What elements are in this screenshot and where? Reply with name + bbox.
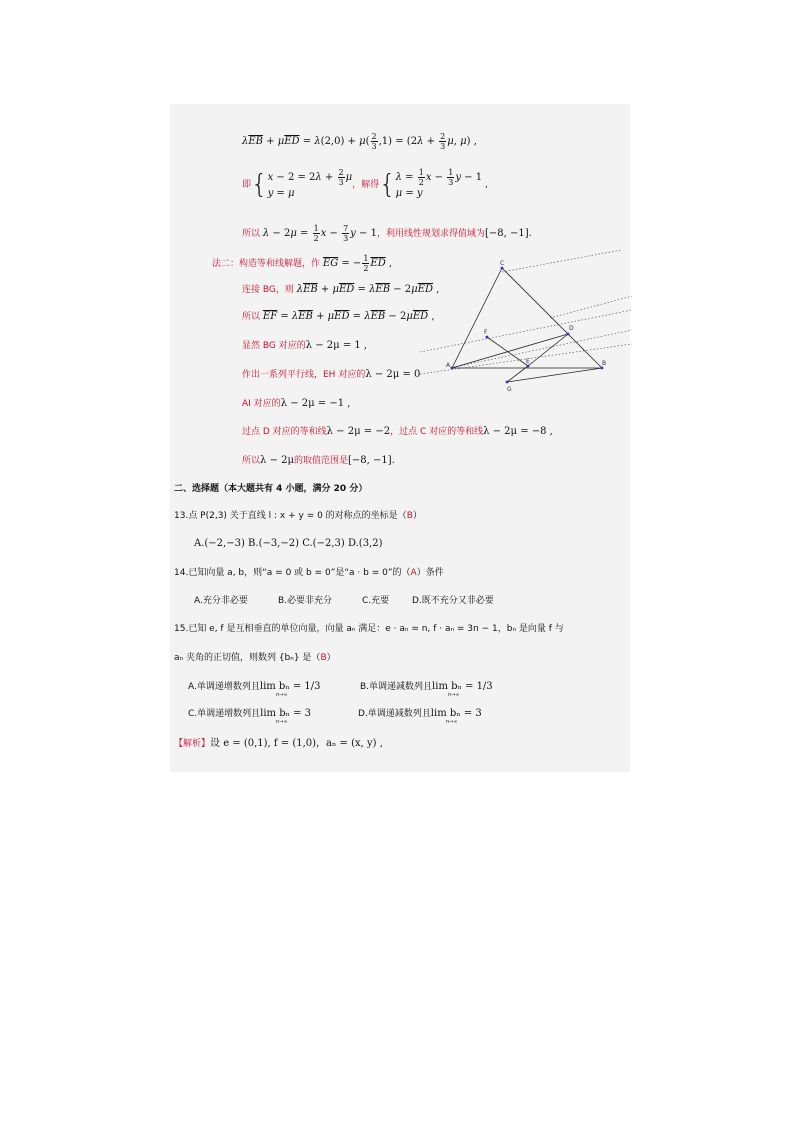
q15-answer: B [320, 653, 327, 663]
point-b [601, 367, 604, 370]
q14-option-d: D.既不充分又非必要 [412, 596, 494, 606]
label-a: A [446, 362, 451, 369]
label-c: C [500, 260, 505, 267]
system1-eq2: y = μ [267, 188, 295, 199]
q14-option-b: B.必要非充分 [278, 596, 333, 606]
vector-combination-line: $\lambda\overline{EB} + \mu\overline{ED} = \lambda(2,0) + \mu$( $\frac{2}{3}$ ,1) = (2λ + $\frac{2}{3}$ μ, μ) , [242, 132, 477, 151]
equation-system-line: 即{ x − 2 = 2λ + $\frac{2}{3}$ μ y = μ ，解得{ λ = $\frac{1}{2}$ x − $\frac{1}{3}$ y − 1 μ = y , [242, 168, 488, 200]
ai-line: AI 对应的λ − 2μ = −1 , [242, 398, 351, 409]
q15-stem-line2: aₙ 夹角的正切值，则数列 {bₙ} 是（B） [174, 653, 336, 663]
q15-option-b: B.单调递减数列且lim bₙ = 1/3 n→∞ [360, 681, 493, 698]
label-b: B [602, 360, 607, 367]
q14-stem: 14.已知向量 a, b，则“a = 0 或 b = 0”是“a · b = 0”的（A）条件 [174, 568, 444, 578]
q15-option-a: A.单调递增数列且lim bₙ = 1/3 n→∞ [188, 681, 321, 698]
eh-line: 作出一系列平行线，EH 对应的λ − 2μ = 0 [242, 369, 421, 380]
q15-solution: 【解析】设 e = (0,1), f = (1,0)，aₙ = (x, y) , [174, 738, 383, 749]
point-g [506, 381, 509, 384]
label-g: G [507, 386, 512, 393]
connect-bg-line: 连接 BG，则 $\lambda\overline{EB} + \mu\overline{ED} = \lambda\overline{EB} - 2\mu\overline{ED}$ , [242, 284, 440, 295]
bg-line: 显然 BG 对应的λ − 2μ = 1 , [242, 340, 368, 351]
method-two-line: 法二：构造等和线解题，作 $\overline{EG}$ = − $\frac{1}{2}$ $\overline{ED}$ , [212, 254, 393, 273]
segment-ed [528, 334, 568, 366]
edge-cb [502, 268, 602, 368]
parallel-line-upper [550, 296, 632, 318]
point-f [486, 336, 489, 339]
point-a [451, 367, 454, 370]
section-heading: 二、选择题（本大题共有 4 小题，满分 20 分） [174, 484, 368, 494]
solve-label: ，解得 [352, 180, 380, 190]
equal-sum-figure [410, 250, 635, 400]
q14-answer: A [410, 568, 417, 578]
q13-stem: 13.点 P(2,3) 关于直线 l : x + y = 0 的对称点的坐标是（B） [174, 511, 422, 521]
parallel-line-c [502, 250, 632, 272]
q15-option-c: C.单调递增数列且lim bₙ = 3 n→∞ [188, 708, 312, 725]
q13-answer: B [406, 511, 413, 521]
q15-option-d: D.单调递减数列且lim bₙ = 3 n→∞ [358, 708, 482, 725]
edge-ca [452, 268, 502, 368]
point-e [527, 365, 530, 368]
point-c [501, 267, 504, 270]
system2-eq1: λ = $\frac{1}{2}$ x − $\frac{1}{3}$ y − 1 [395, 168, 483, 187]
q14-option-c: C.充要 [362, 596, 390, 606]
system2-eq2: μ = y [395, 188, 423, 199]
solution-label: 【解析】 [174, 739, 211, 749]
ef-line: 所以 $\overline{EF} = \lambda\overline{EB} + \mu\overline{ED} = \lambda\overline{EB} - 2\mu\overline{ED}$ , [242, 311, 435, 322]
ji-label: 即 [242, 180, 252, 190]
equal-sum-lines: 过点 D 对应的等和线λ − 2μ = −2，过点 C 对应的等和线λ − 2μ = −8 , [242, 426, 553, 437]
q13-options: A.(−2,−3) B.(−3,−2) C.(−2,3) D.(3,2) [194, 538, 383, 549]
scanned-page [170, 104, 630, 772]
range-line: 所以 λ − 2μ = $\frac{1}{2}$ x − $\frac{7}{3}$ y − 1，利用线性规划求得值域为[−8, −1]. [242, 224, 532, 243]
label-f: F [484, 329, 488, 336]
label-d: D [569, 325, 574, 332]
parallel-line-d [420, 310, 632, 352]
label-e: E [526, 358, 530, 365]
system1-eq1: x − 2 = 2λ + $\frac{2}{3}$ μ [267, 168, 353, 187]
segment-gb [507, 368, 602, 382]
q15-stem-line1: 15.已知 e, f 是互相垂直的单位向量，向量 aₙ 满足：e · aₙ = n, f · aₙ = 3n − 1，bₙ 是向量 f 与 [174, 624, 564, 634]
final-range-line: 所以λ − 2μ的取值范围是[−8, −1]. [242, 455, 395, 466]
q14-option-a: A.充分非必要 [194, 596, 248, 606]
point-d [567, 333, 570, 336]
segment-ad [452, 334, 568, 368]
